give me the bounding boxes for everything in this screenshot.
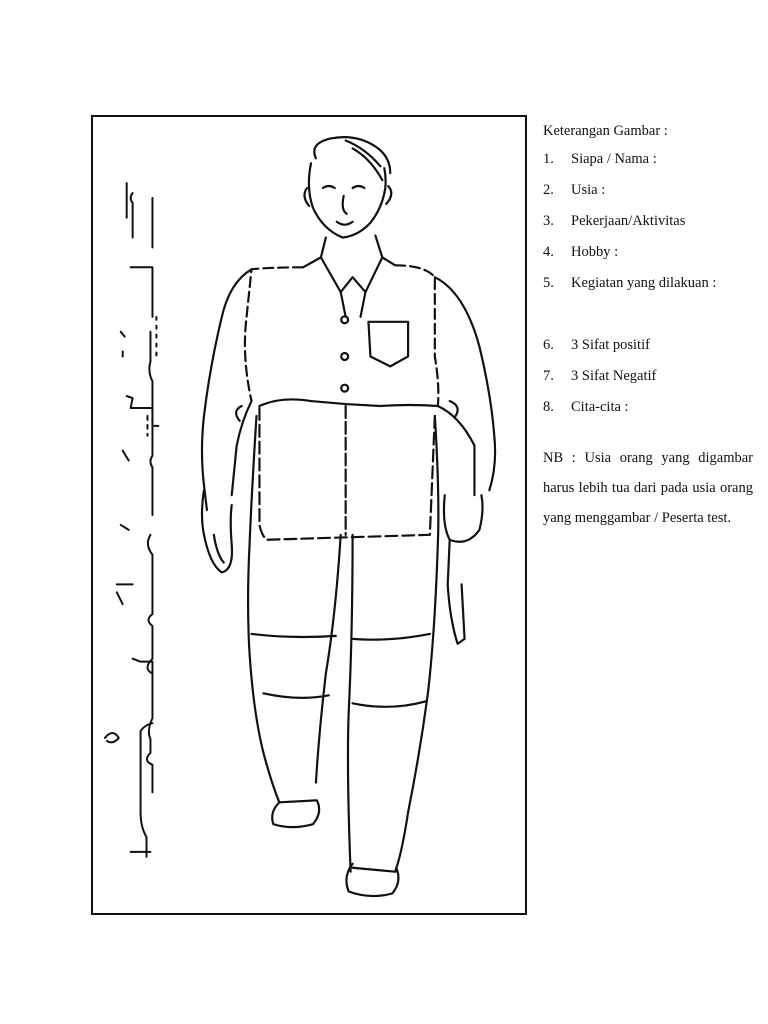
legend-item-text: 3 Sifat positif <box>571 337 650 354</box>
legend-list <box>543 144 753 423</box>
legend-item-number: 1. <box>543 151 554 168</box>
legend-item-text: Cita-cita : <box>571 399 629 416</box>
shirt <box>245 265 438 535</box>
legend-item <box>543 268 753 330</box>
legend-item-number: 5. <box>543 275 554 291</box>
legend-panel <box>543 118 753 533</box>
legend-title: Keterangan Gambar : <box>543 123 668 139</box>
legend-item-text: Hobby : <box>571 244 619 261</box>
shoes <box>272 800 398 896</box>
legend-item <box>543 237 753 268</box>
legend-item <box>543 206 753 237</box>
person-drawing-frame <box>91 115 527 915</box>
legend-item <box>543 330 753 361</box>
person-drawing <box>93 117 525 913</box>
legend-item-text: Pekerjaan/Aktivitas <box>571 213 686 230</box>
legend-item <box>543 392 753 423</box>
legend-item-number: 6. <box>543 337 554 354</box>
legend-item-text: Usia : <box>571 182 606 199</box>
collar <box>303 236 395 317</box>
legend-item <box>543 144 753 175</box>
legend-item-number: 3. <box>543 213 554 230</box>
legend-item-number: 4. <box>543 244 554 261</box>
proportion-ruler <box>105 183 160 857</box>
legend-item-number: 7. <box>543 368 554 385</box>
legend-item-text: Siapa / Nama : <box>571 151 657 168</box>
legend-item-text: Kegiatan yang dilakuan : <box>571 275 717 291</box>
head <box>304 137 391 237</box>
legend-item <box>543 175 753 206</box>
legend-note: NB : Usia orang yang digambar harus lebih tua dari pada usia orang yang menggambar / Peserta test. <box>543 450 753 526</box>
legend-item <box>543 361 753 392</box>
trousers <box>248 408 438 872</box>
legend-item-text: 3 Sifat Negatif <box>571 368 657 385</box>
legend-item-number: 2. <box>543 182 554 199</box>
legend-item-number: 8. <box>543 399 554 416</box>
